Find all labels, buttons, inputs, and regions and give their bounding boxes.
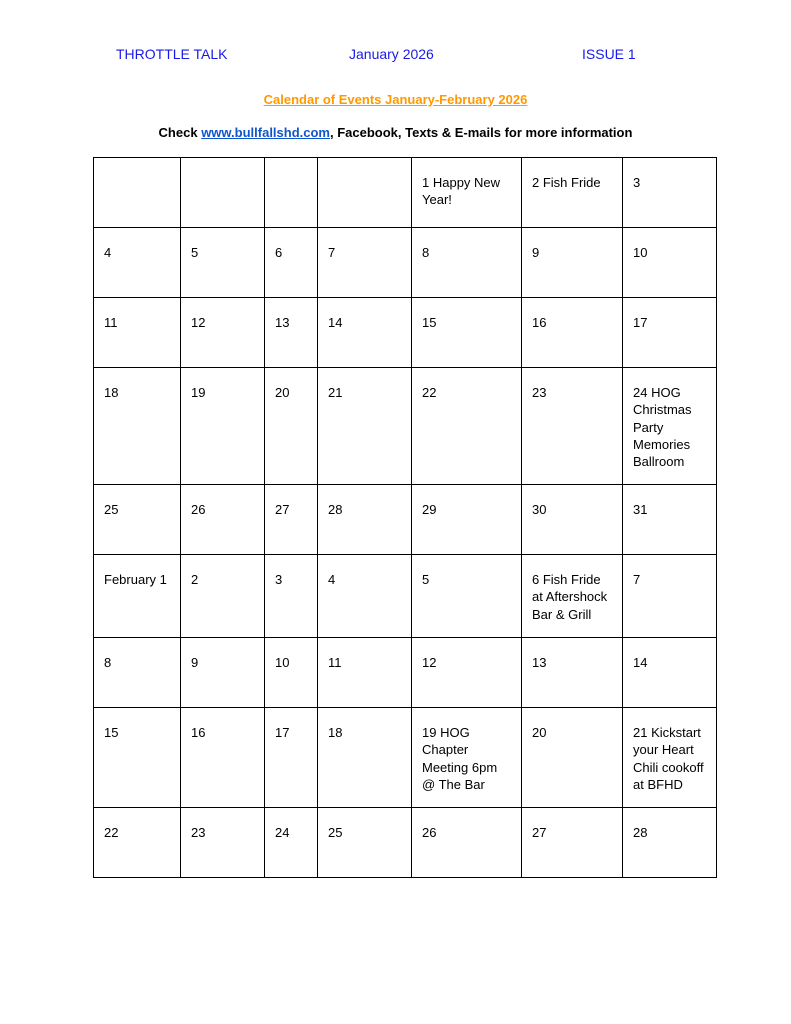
newsletter-issue: ISSUE 1 <box>582 46 636 62</box>
calendar-day-cell: 1 Happy New Year! <box>412 158 522 228</box>
calendar-week-row <box>94 298 717 368</box>
calendar-week-row <box>94 708 717 808</box>
calendar-day-cell: 17 <box>623 298 717 368</box>
calendar-day-cell: 25 <box>318 808 412 878</box>
calendar-table <box>93 157 717 878</box>
calendar-day-cell: 24 HOG Christmas Party Memories Ballroom <box>623 368 717 485</box>
calendar-cell-empty <box>265 158 318 228</box>
calendar-day-cell: 23 <box>181 808 265 878</box>
calendar-day-cell: 4 <box>318 555 412 638</box>
calendar-week-row <box>94 808 717 878</box>
calendar-week-row <box>94 555 717 638</box>
calendar-day-cell: 29 <box>412 485 522 555</box>
calendar-day-cell: 14 <box>318 298 412 368</box>
calendar-day-cell: 21 <box>318 368 412 485</box>
calendar-day-cell: 10 <box>265 638 318 708</box>
calendar-cell-empty <box>94 158 181 228</box>
calendar-day-cell: 17 <box>265 708 318 808</box>
calendar-day-cell: 12 <box>181 298 265 368</box>
calendar-day-cell: 26 <box>181 485 265 555</box>
calendar-day-cell: 21 Kickstart your Heart Chili cookoff at BFHD <box>623 708 717 808</box>
calendar-day-cell: 26 <box>412 808 522 878</box>
calendar-day-cell: 28 <box>623 808 717 878</box>
calendar-day-cell: 11 <box>94 298 181 368</box>
calendar-day-cell: 13 <box>265 298 318 368</box>
calendar-day-cell: 22 <box>412 368 522 485</box>
calendar-day-cell: 9 <box>181 638 265 708</box>
calendar-day-cell: 6 Fish Fride at Aftershock Bar & Grill <box>522 555 623 638</box>
calendar-day-cell: 31 <box>623 485 717 555</box>
calendar-day-cell: 3 <box>265 555 318 638</box>
calendar-day-cell: 19 <box>181 368 265 485</box>
calendar-week-row <box>94 485 717 555</box>
calendar-day-cell: 19 HOG Chapter Meeting 6pm @ The Bar <box>412 708 522 808</box>
calendar-day-cell: 15 <box>94 708 181 808</box>
calendar-day-cell: 24 <box>265 808 318 878</box>
info-line <box>0 125 791 140</box>
calendar-day-cell: 27 <box>522 808 623 878</box>
calendar-day-cell: 25 <box>94 485 181 555</box>
calendar-day-cell: 5 <box>181 228 265 298</box>
calendar-day-cell: 16 <box>522 298 623 368</box>
calendar-week-row <box>94 228 717 298</box>
calendar-day-cell: 15 <box>412 298 522 368</box>
calendar-day-cell: 2 <box>181 555 265 638</box>
calendar-day-cell: 9 <box>522 228 623 298</box>
calendar-week-row <box>94 158 717 228</box>
calendar-day-cell: 28 <box>318 485 412 555</box>
newsletter-name: THROTTLE TALK <box>116 46 228 62</box>
calendar-day-cell: February 1 <box>94 555 181 638</box>
info-prefix: Check <box>158 125 202 140</box>
calendar-day-cell: 7 <box>623 555 717 638</box>
calendar-day-cell: 5 <box>412 555 522 638</box>
calendar-day-cell: 10 <box>623 228 717 298</box>
calendar-day-cell: 16 <box>181 708 265 808</box>
calendar-day-cell: 30 <box>522 485 623 555</box>
calendar-day-cell: 18 <box>318 708 412 808</box>
calendar-day-cell: 20 <box>522 708 623 808</box>
calendar-cell-empty <box>181 158 265 228</box>
calendar-cell-empty <box>318 158 412 228</box>
calendar-day-cell: 18 <box>94 368 181 485</box>
calendar-day-cell: 7 <box>318 228 412 298</box>
calendar-week-row <box>94 638 717 708</box>
calendar-day-cell: 27 <box>265 485 318 555</box>
calendar-day-cell: 22 <box>94 808 181 878</box>
calendar-day-cell: 12 <box>412 638 522 708</box>
calendar-week-row <box>94 368 717 485</box>
calendar-day-cell: 8 <box>412 228 522 298</box>
calendar-day-cell: 6 <box>265 228 318 298</box>
calendar-day-cell: 4 <box>94 228 181 298</box>
newsletter-date: January 2026 <box>349 46 434 62</box>
calendar-day-cell: 13 <box>522 638 623 708</box>
calendar-day-cell: 2 Fish Fride <box>522 158 623 228</box>
calendar-title: Calendar of Events January-February 2026 <box>263 92 528 107</box>
calendar-day-cell: 11 <box>318 638 412 708</box>
calendar-day-cell: 3 <box>623 158 717 228</box>
website-link[interactable]: www.bullfallshd.com <box>201 125 330 140</box>
calendar-day-cell: 20 <box>265 368 318 485</box>
calendar-day-cell: 8 <box>94 638 181 708</box>
calendar-day-cell: 14 <box>623 638 717 708</box>
info-suffix: , Facebook, Texts & E-mails for more information <box>330 125 633 140</box>
calendar-day-cell: 23 <box>522 368 623 485</box>
